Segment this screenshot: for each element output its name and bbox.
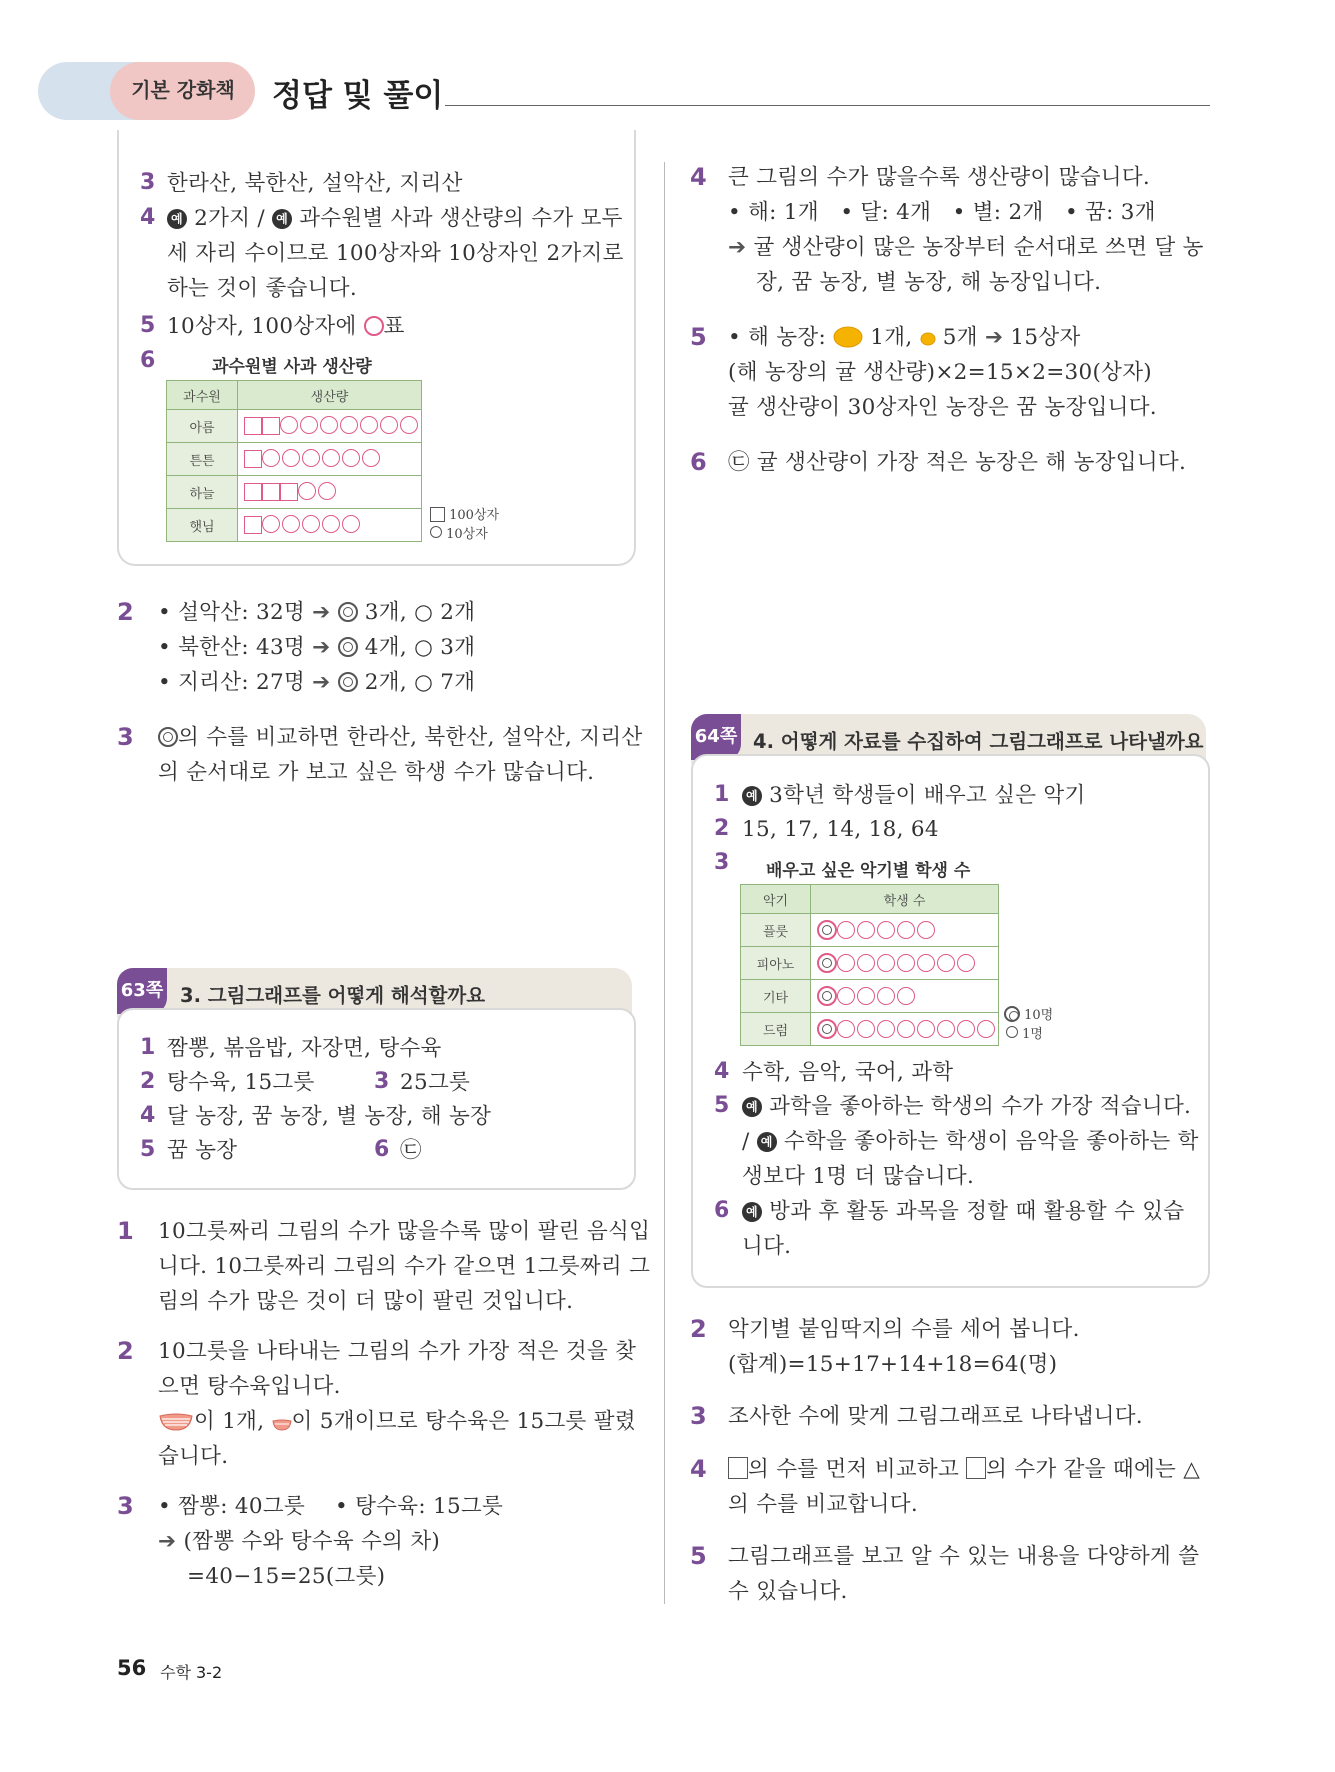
table-row [741,980,999,1013]
question-number: 3 [374,1069,390,1094]
explanation-text: 수 있습니다. [728,1579,848,1604]
pictograph-cell [238,476,422,509]
list-item: • 지리산: 27명 ➔ 2개, ○ 7개 [158,670,476,695]
row-label: 플룻 [741,914,811,947]
question-number: 1 [140,1035,156,1060]
question-number: 3 [690,1402,707,1430]
answer-text: 예 방과 후 활동 과목을 정할 때 활용할 수 있습 [742,1195,1184,1229]
explanation-text: 장, 꿈 농장, 별 농장, 해 농장입니다. [756,270,1102,295]
explanation-text: 습니다. [158,1444,229,1469]
page-badge: 63쪽 [117,968,167,1014]
table-row [167,443,422,476]
explanation-text: ㉢ 귤 생산량이 가장 적은 농장은 해 농장입니다. [728,450,1187,475]
explanation-text: 의 수를 비교합니다. [728,1492,918,1517]
explanation-text: 림의 수가 많은 것이 더 많이 팔린 것입니다. [158,1289,574,1314]
header-rule [445,105,1210,106]
question-number: 3 [714,850,730,875]
question-number: 2 [117,598,134,626]
row-label: 기타 [741,980,811,1013]
column-divider [664,162,665,1604]
explanation-text: 의 순서대로 가 보고 싶은 학생 수가 많습니다. [158,760,595,785]
table-row [741,947,999,980]
explanation-text: ➔ 귤 생산량이 많은 농장부터 순서대로 쓰면 달 농 [728,235,1204,260]
row-label: 피아노 [741,947,811,980]
answer-text: 15, 17, 14, 18, 64 [742,817,939,842]
explanation-text: 의 수를 비교하면 한라산, 북한산, 설악산, 지리산 [158,721,643,755]
double-circle-icon [338,602,358,622]
answer-text: / 예 수학을 좋아하는 학생이 음악을 좋아하는 학 [742,1129,1199,1154]
list-item: • 설악산: 32명 ➔ 3개, ○ 2개 [158,600,476,625]
example-mark: 예 [742,786,762,806]
explanation-text: 으면 탕수육입니다. [158,1374,341,1399]
question-number: 2 [714,816,730,841]
answer-text: 10상자, 100상자에 표 [167,314,405,339]
table-header: 학생 수 [811,885,999,914]
answer-text: 생보다 1명 더 많습니다. [742,1164,975,1189]
table-row [741,914,999,947]
answer-text: 수학, 음악, 국어, 과학 [742,1060,954,1085]
instrument-students-table [740,884,999,1046]
answer-text: 예 3학년 학생들이 배우고 싶은 악기 [742,779,1086,813]
table-row [167,509,422,542]
explanation-text: 큰 그림의 수가 많을수록 생산량이 많습니다. [728,165,1151,190]
question-number: 3 [140,170,156,195]
apple-production-table [166,380,422,542]
explanation-text: 이 1개, 이 5개이므로 탕수육은 15그릇 팔렸 [158,1405,636,1439]
section-title: 3. 그림그래프를 어떻게 해석할까요 [180,984,486,1007]
large-tangerine-icon [833,326,863,348]
answer-text: 세 자리 수이므로 100상자와 10상자인 2가지로 [167,241,624,266]
question-number: 2 [140,1069,156,1094]
answer-text: 니다. [742,1234,792,1259]
explanation-text: 조사한 수에 맞게 그림그래프로 나타냅니다. [728,1404,1143,1429]
question-number: 6 [140,348,156,373]
row-label: 드럼 [741,1013,811,1046]
question-number: 3 [117,723,134,751]
answer-text: 꿈 농장 [167,1138,238,1163]
square-icon [966,1457,986,1479]
answer-text: ㉢ [400,1138,422,1163]
page-title: 정답 및 풀이 [272,78,444,114]
question-number: 6 [374,1137,390,1162]
table-row [167,476,422,509]
answer-text: 예 과학을 좋아하는 학생의 수가 가장 적습니다. [742,1090,1191,1124]
explanation-text: 10그릇을 나타내는 그림의 수가 가장 적은 것을 찾 [158,1339,637,1364]
explanation-text: (해 농장의 귤 생산량)×2=15×2=30(상자) [728,360,1152,385]
question-number: 4 [140,205,156,230]
table-header: 악기 [741,885,811,914]
answer-text: 탕수육, 15그릇 [167,1070,315,1095]
explanation-text: • 짬뽕: 40그릇 [158,1494,306,1519]
table-header: 생산량 [238,381,422,410]
explanation-text: 의 수를 먼저 비교하고 의 수가 같을 때에는 △ [728,1453,1200,1487]
example-mark: 예 [742,1097,762,1117]
answer-text: 예 2가지 / 예 과수원별 사과 생산량의 수가 모두 [167,202,623,236]
question-number: 5 [690,323,707,351]
large-bowl-icon [158,1408,194,1432]
pictograph-cell [811,1013,999,1046]
table-row [741,1013,999,1046]
pictograph-cell [811,914,999,947]
example-mark: 예 [272,209,292,229]
table-row [167,410,422,443]
question-number: 4 [140,1103,156,1128]
question-number: 6 [690,448,707,476]
question-number: 5 [140,1137,156,1162]
page-badge: 64쪽 [691,714,741,760]
explanation-text: =40−15=25(그릇) [187,1564,386,1589]
example-mark: 예 [167,209,187,229]
example-mark: 예 [757,1132,777,1152]
question-number: 2 [117,1337,134,1365]
table-legend: 100상자 10상자 [430,506,499,544]
double-circle-icon [338,672,358,692]
answer-text: 25그릇 [400,1070,471,1095]
explanation-text: (합계)=15+17+14+18=64(명) [728,1352,1058,1377]
row-label: 하늘 [167,476,238,509]
table-header: 과수원 [167,381,238,410]
explanation-text: • 해 농장: 1개, 5개 ➔ 15상자 [728,325,1081,350]
explanation-text: 니다. 10그릇짜리 그림의 수가 같으면 1그릇짜리 그 [158,1254,651,1279]
question-number: 2 [690,1315,707,1343]
answer-text: 짬뽕, 볶음밥, 자장면, 탕수육 [167,1036,442,1061]
header-tag: 기본 강화책 [131,78,235,102]
double-circle-icon [158,727,178,747]
question-number: 5 [714,1093,730,1118]
pictograph-cell [238,410,422,443]
answer-text: 하는 것이 좋습니다. [167,276,357,301]
small-bowl-icon [272,1416,292,1432]
explanation-text: 악기별 붙임딱지의 수를 세어 봅니다. [728,1317,1080,1342]
explanation-text: ➔ (짬뽕 수와 탕수육 수의 차) [158,1529,441,1554]
square-icon [728,1457,748,1479]
question-number: 3 [117,1492,134,1520]
explanation-text: 10그릇짜리 그림의 수가 많을수록 많이 팔린 음식입 [158,1219,651,1244]
question-number: 6 [714,1198,730,1223]
explanation-text: 귤 생산량이 30상자인 농장은 꿈 농장입니다. [728,395,1157,420]
question-number: 4 [690,163,707,191]
table-title: 과수원별 사과 생산량 [212,357,372,377]
pictograph-cell [811,947,999,980]
explanation-text: 그림그래프를 보고 알 수 있는 내용을 다양하게 쓸 [728,1544,1200,1569]
question-number: 5 [140,313,156,338]
row-label: 햇님 [167,509,238,542]
explanation-text: • 해: 1개 • 달: 4개 • 별: 2개 • 꿈: 3개 [728,200,1156,225]
pictograph-cell [238,509,422,542]
row-label: 튼튼 [167,443,238,476]
table-legend: 10명 1명 [1004,1006,1053,1044]
page-number: 56 [117,1656,147,1680]
explanation-text: • 탕수육: 15그릇 [335,1494,504,1519]
double-circle-icon [338,637,358,657]
question-number: 1 [117,1217,134,1245]
answer-text: 달 농장, 꿈 농장, 별 농장, 해 농장 [167,1104,492,1129]
pictograph-cell [238,443,422,476]
section-title: 4. 어떻게 자료를 수집하여 그림그래프로 나타낼까요 [753,730,1204,753]
small-tangerine-icon [920,332,936,346]
table-title: 배우고 싶은 악기별 학생 수 [766,861,971,881]
example-mark: 예 [742,1202,762,1222]
question-number: 4 [714,1059,730,1084]
question-number: 4 [690,1455,707,1483]
list-item: • 북한산: 43명 ➔ 4개, ○ 3개 [158,635,476,660]
circle-mark-icon [364,316,384,336]
question-number: 5 [690,1542,707,1570]
row-label: 아름 [167,410,238,443]
answer-text: 한라산, 북한산, 설악산, 지리산 [167,171,463,196]
question-number: 1 [714,782,730,807]
pictograph-cell [811,980,999,1013]
footer-subject: 수학 3-2 [160,1663,223,1682]
